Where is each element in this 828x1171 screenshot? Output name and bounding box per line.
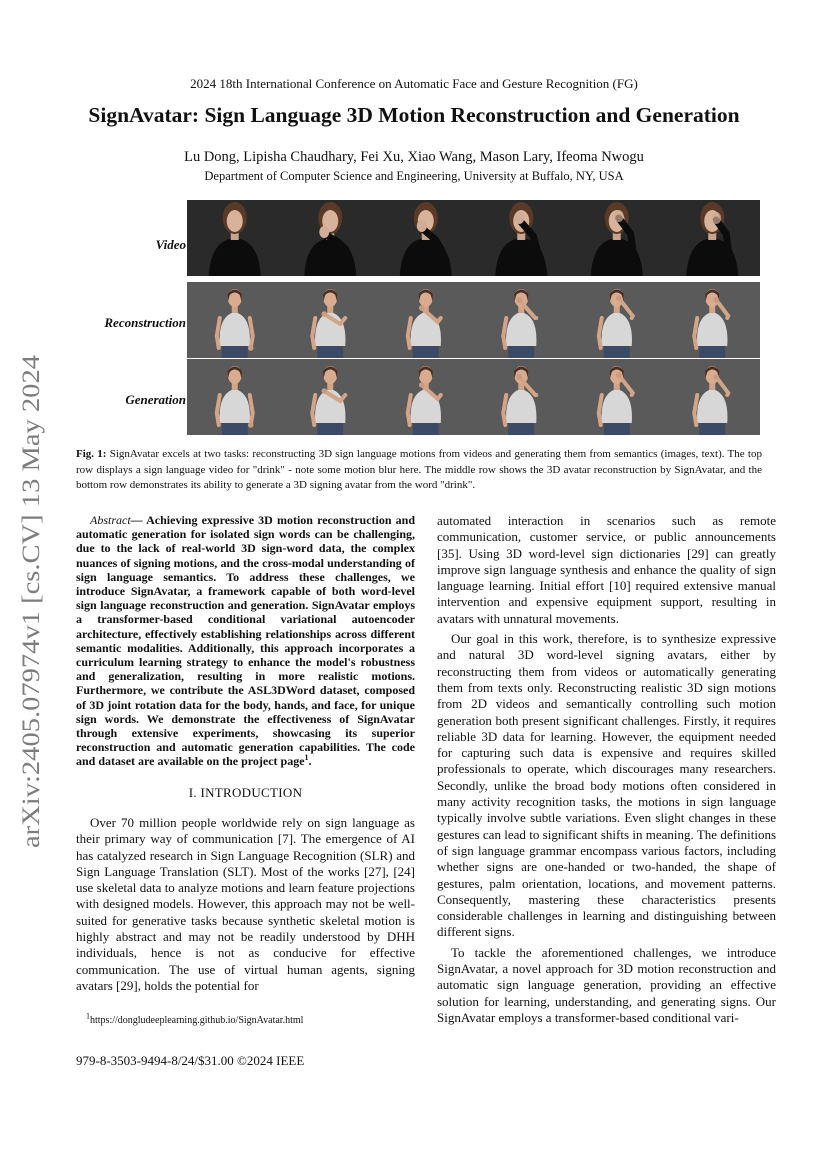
- arxiv-stamp: [14, 353, 46, 848]
- right-paragraph-3: To tackle the aforementioned challenges, we introduce SignAvatar, a novel approach for 3D motion reconstruction and automatic sign language generation, providing an effective solution for learning, understanding, and generating signs. Our SignAvatar employs a transformer-based conditional vari-: [437, 944, 776, 1025]
- copyright-footer: 979-8-3503-9494-8/24/$31.00 ©2024 IEEE: [76, 1053, 305, 1068]
- author-list: Lu Dong, Lipisha Chaudhary, Fei Xu, Xiao Wang, Mason Lary, Ifeoma Nwogu: [184, 149, 644, 165]
- caption-label: Fig. 1:: [76, 448, 107, 460]
- figure-row-label-reconstruction: Reconstruction: [104, 315, 186, 330]
- abstract-end: .: [308, 754, 312, 769]
- affiliation: Department of Computer Science and Engineering, University at Buffalo, NY, USA: [204, 169, 624, 183]
- svg-text:arXiv:2405.07974v1 [cs.CV] 1: arXiv:2405.07974v1 [cs.CV] 13 May 2024: [18, 416, 45, 848]
- conference-header: 2024 18th International Conference on Automatic Face and Gesture Recognition (FG): [190, 76, 638, 91]
- footnote: [86, 1011, 304, 1026]
- figure-row-label-video: Video: [155, 237, 186, 252]
- strip-background: [187, 282, 760, 358]
- paper-title: SignAvatar: Sign Language 3D Motion Reconstruction and Generation: [88, 103, 740, 127]
- video-frame-strip: [187, 200, 760, 276]
- footnote-mark: 1: [86, 1011, 90, 1021]
- left-column: [76, 513, 415, 994]
- intro-paragraph: Over 70 million people worldwide rely on sign language as their primary way of communication [7]. The emergence of AI has catalyzed research in Sign Language Recognition (SLR) and Sign Language Translation (SLT). Most of the works [27], [24] use skeletal data to analyze motions and learn feature projections with designed models. However, this approach may not be well-suited for generative tasks because synthetic skeletal motion is highly abstract and may not be readily understood by DHH individuals, hence is not as conducive for effective communication. The use of virtual human agents, signing avatars [29], holds the potential for: [76, 814, 415, 993]
- figure-row-label-generation: Generation: [125, 392, 186, 407]
- right-column: [437, 513, 776, 1026]
- footnote-url[interactable]: https://dongludeeplearning.github.io/SignAvatar.html: [90, 1015, 304, 1026]
- reconstruction-frame-strip: [187, 282, 760, 358]
- abstract-label: Abstract: [90, 513, 131, 527]
- abstract: [76, 513, 415, 769]
- section-heading-introduction: I. INTRODUCTION: [188, 784, 303, 800]
- right-paragraph-1: automated interaction in scenarios such as remote communication, customer service, or public announcements [35]. Using 3D word-level sign dictionaries [29] can greatly improve sign language synthesis and enhance the quality of sign language learning. Initial effort [10] required extensive manual intervention and expensive equipment support, resulting in avatars with unnatural movements.: [437, 513, 776, 626]
- abstract-footnote-mark: 1: [304, 753, 309, 763]
- abstract-text: Achieving expressive 3D motion reconstruction and automatic generation for isolated sign words can be challenging, due to the lack of real-world 3D sign-word data, the complex nuances of signing motions, and the cross-modal understanding of sign language semantics. To address these challenges, we introduce SignAvatar, a framework capable of both word-level sign language reconstruction and generation. SignAvatar employs a transformer-based conditional variational autoencoder architecture, effectively establishing relationships across different semantic modalities. Additionally, this approach incorporates a curriculum learning strategy to enhance the model's robustness and generalization, resulting in more realistic motions. Furthermore, we contribute the ASL3DWord dataset, composed of 3D joint rotation data for the body, hands, and face, for unique sign words. We demonstrate the effectiveness of SignAvatar through extensive experiments, showcasing its superior reconstruction and automatic generation capabilities. The code and dataset are available on the project page: [76, 513, 415, 769]
- right-paragraph-2: Our goal in this work, therefore, is to synthesize expressive and natural 3D word-level signing avatars, either by reconstructing them from videos or automatically generating them from texts only. Reconstructing realistic 3D sign motions from 2D videos and semantically controlling such motion generation both present significant challenges. Firstly, it requires reliable 3D data for learning. However, the equipment needed for capturing such data is expensive and requires skilled professionals to operate, which discourages many researchers. Secondly, unlike the broad body motions often considered in many activity recognition tasks, the motions in sign language typically involve subtle variations. Even slight changes in these gestures can lead to significant shifts in meaning. The definitions of sign language grammar encompass various factors, including whether signs are one-handed or two-handed, the shape of gestures, palm orientation, locations, and movement patterns. Consequently, mastering these characteristics presents considerable challenges in learning and distinguishing between different signs.: [437, 631, 776, 940]
- strip-background: [187, 200, 760, 276]
- generation-frame-strip: [187, 359, 760, 435]
- caption-text: SignAvatar excels at two tasks: reconstructing 3D sign language motions from videos and generating them from semantics (images, text). The top row displays a sign language video for "drink" - note some motion blur here. The middle row shows the 3D avatar reconstruction by SignAvatar, and the bottom row demonstrates its ability to generate a 3D signing avatar from the word "drink".: [76, 448, 762, 491]
- strip-background: [187, 359, 760, 435]
- abstract-dash: —: [130, 513, 147, 527]
- figure-caption: [76, 447, 762, 494]
